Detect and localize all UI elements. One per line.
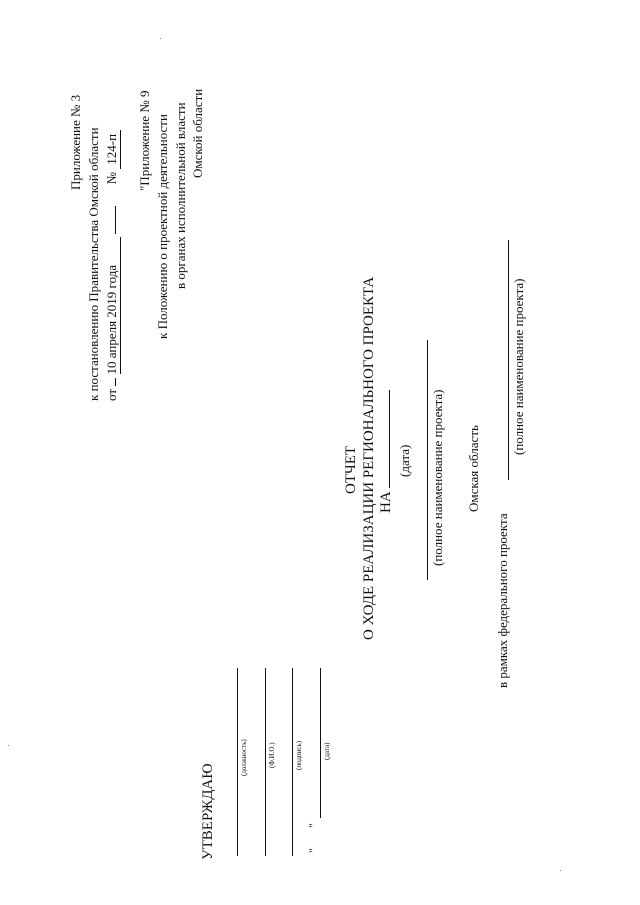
signature-line [292,668,293,856]
quote-open: " [306,848,320,853]
federal-project-prefix: в рамках федерального проекта [495,513,510,688]
federal-project-line [508,240,509,480]
scan-speck [8,745,9,746]
scan-speck [160,38,161,39]
scan-speck [560,870,561,871]
date-caption: (дата) [397,444,412,477]
position-line [237,668,238,856]
approve-title: УТВЕРЖДАЮ [200,763,216,860]
report-title: ОТЧЕТ [343,445,359,494]
quote-close: " [306,823,320,828]
appendix9-title: "Приложение № 9 [137,90,152,191]
on-label: НА [378,491,394,513]
resolution-line: к постановлению Правительства Омской области [86,127,101,401]
resolution-date-row [104,130,121,401]
approve-date-caption: (дата) [323,742,331,760]
date-prefix: от [104,388,119,401]
date-line [320,668,321,818]
number-value: 124-п [104,130,121,169]
fio-line [265,668,266,856]
appendix-title: Приложение № 3 [68,94,83,190]
number-prefix: № [104,172,119,185]
report-subtitle: О ХОДЕ РЕАЛИЗАЦИИ РЕГИОНАЛЬНОГО ПРОЕКТА [361,276,377,640]
region-name: Омская область [466,425,481,512]
project-name-caption: (полное наименование проекта) [430,389,445,566]
signature-caption: (подпись) [295,740,303,770]
fio-caption: (Ф.И.О.) [268,742,276,768]
project-name-line [427,340,428,580]
appendix9-line2: в органах исполнительной власти [173,102,188,289]
appendix9-line1: к Положению о проектной деятельности [155,114,170,339]
appendix9-line3: Омской области [190,88,205,178]
date-value: 10 апреля 2019 года [104,237,121,375]
position-caption: (должность) [240,739,248,776]
report-on-row [378,390,395,513]
federal-project-caption: (полное наименование проекта) [511,278,526,455]
